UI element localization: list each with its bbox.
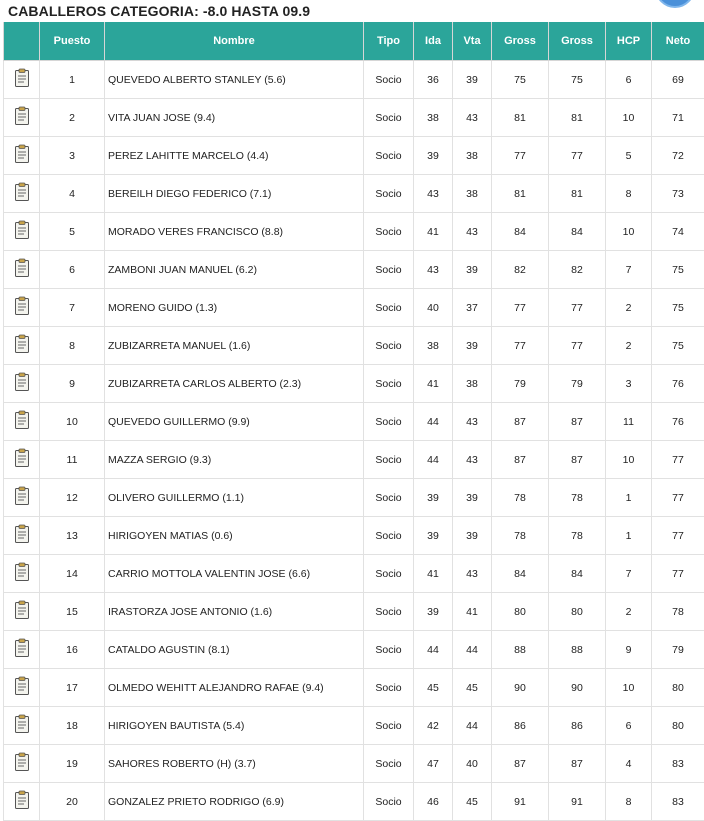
neto-cell: 74 — [652, 213, 704, 251]
table-row — [4, 707, 704, 745]
table-row — [4, 745, 704, 783]
gross-2-cell: 81 — [549, 99, 606, 137]
hcp-cell: 10 — [606, 99, 652, 137]
scorecard-clipboard-icon[interactable] — [14, 296, 30, 319]
gross-cell: 90 — [492, 669, 549, 707]
header-nombre[interactable]: Nombre — [105, 22, 364, 61]
gross-cell: 82 — [492, 251, 549, 289]
puesto-cell: 7 — [40, 289, 105, 327]
neto-cell: 76 — [652, 365, 704, 403]
results-table — [3, 22, 704, 821]
scorecard-clipboard-icon[interactable] — [14, 372, 30, 395]
hcp-cell: 8 — [606, 783, 652, 821]
puesto-cell: 6 — [40, 251, 105, 289]
table-row — [4, 517, 704, 555]
table-row — [4, 61, 704, 99]
table-row — [4, 403, 704, 441]
vta-cell: 39 — [453, 251, 492, 289]
header-hcp[interactable]: HCP — [606, 22, 652, 61]
hcp-cell: 2 — [606, 327, 652, 365]
tipo-cell: Socio — [364, 327, 414, 365]
scorecard-clipboard-icon[interactable] — [14, 486, 30, 509]
scorecard-clipboard-icon[interactable] — [14, 410, 30, 433]
ida-cell: 41 — [414, 365, 453, 403]
nombre-cell: QUEVEDO GUILLERMO (9.9) — [105, 403, 364, 441]
nombre-cell: CATALDO AGUSTIN (8.1) — [105, 631, 364, 669]
ida-cell: 44 — [414, 403, 453, 441]
nombre-cell: ZUBIZARRETA CARLOS ALBERTO (2.3) — [105, 365, 364, 403]
nombre-cell: ZAMBONI JUAN MANUEL (6.2) — [105, 251, 364, 289]
gross-2-cell: 82 — [549, 251, 606, 289]
puesto-cell: 18 — [40, 707, 105, 745]
nombre-cell: CARRIO MOTTOLA VALENTIN JOSE (6.6) — [105, 555, 364, 593]
scorecard-clipboard-icon[interactable] — [14, 714, 30, 737]
gross-cell: 91 — [492, 783, 549, 821]
nombre-cell: ZUBIZARRETA MANUEL (1.6) — [105, 327, 364, 365]
table-row — [4, 213, 704, 251]
vta-cell: 37 — [453, 289, 492, 327]
gross-cell: 77 — [492, 289, 549, 327]
table-row — [4, 327, 704, 365]
scorecard-cell — [4, 251, 40, 289]
tipo-cell: Socio — [364, 593, 414, 631]
ida-cell: 42 — [414, 707, 453, 745]
gross-cell: 77 — [492, 327, 549, 365]
header-ida[interactable]: Ida — [414, 22, 453, 61]
hcp-cell: 4 — [606, 745, 652, 783]
table-row — [4, 441, 704, 479]
puesto-cell: 13 — [40, 517, 105, 555]
ida-cell: 40 — [414, 289, 453, 327]
table-row — [4, 783, 704, 821]
scorecard-clipboard-icon[interactable] — [14, 638, 30, 661]
table-row — [4, 99, 704, 137]
vta-cell: 44 — [453, 631, 492, 669]
header-tipo[interactable]: Tipo — [364, 22, 414, 61]
scorecard-cell — [4, 479, 40, 517]
gross-2-cell: 80 — [549, 593, 606, 631]
tipo-cell: Socio — [364, 251, 414, 289]
neto-cell: 77 — [652, 517, 704, 555]
gross-2-cell: 91 — [549, 783, 606, 821]
hcp-cell: 10 — [606, 441, 652, 479]
table-row — [4, 365, 704, 403]
nombre-cell: OLMEDO WEHITT ALEJANDRO RAFAE (9.4) — [105, 669, 364, 707]
nombre-cell: BEREILH DIEGO FEDERICO (7.1) — [105, 175, 364, 213]
vta-cell: 39 — [453, 61, 492, 99]
tipo-cell: Socio — [364, 631, 414, 669]
gross-cell: 80 — [492, 593, 549, 631]
puesto-cell: 15 — [40, 593, 105, 631]
tipo-cell: Socio — [364, 783, 414, 821]
scorecard-clipboard-icon[interactable] — [14, 752, 30, 775]
ida-cell: 44 — [414, 631, 453, 669]
puesto-cell: 4 — [40, 175, 105, 213]
hcp-cell: 6 — [606, 707, 652, 745]
vta-cell: 38 — [453, 365, 492, 403]
gross-cell: 88 — [492, 631, 549, 669]
neto-cell: 76 — [652, 403, 704, 441]
puesto-cell: 20 — [40, 783, 105, 821]
scorecard-clipboard-icon[interactable] — [14, 106, 30, 129]
ida-cell: 39 — [414, 517, 453, 555]
puesto-cell: 2 — [40, 99, 105, 137]
tipo-cell: Socio — [364, 99, 414, 137]
hcp-cell: 10 — [606, 669, 652, 707]
gross-2-cell: 77 — [549, 327, 606, 365]
header-puesto[interactable]: Puesto — [40, 22, 105, 61]
gross-2-cell: 81 — [549, 175, 606, 213]
tipo-cell: Socio — [364, 745, 414, 783]
nombre-cell: IRASTORZA JOSE ANTONIO (1.6) — [105, 593, 364, 631]
tipo-cell: Socio — [364, 479, 414, 517]
tipo-cell: Socio — [364, 555, 414, 593]
hcp-cell: 7 — [606, 555, 652, 593]
ida-cell: 38 — [414, 99, 453, 137]
gross-2-cell: 78 — [549, 517, 606, 555]
hcp-cell: 1 — [606, 479, 652, 517]
ida-cell: 38 — [414, 327, 453, 365]
ida-cell: 44 — [414, 441, 453, 479]
gross-cell: 79 — [492, 365, 549, 403]
scorecard-cell — [4, 365, 40, 403]
hcp-cell: 3 — [606, 365, 652, 403]
vta-cell: 45 — [453, 783, 492, 821]
neto-cell: 75 — [652, 289, 704, 327]
ida-cell: 36 — [414, 61, 453, 99]
gross-cell: 77 — [492, 137, 549, 175]
hcp-cell: 6 — [606, 61, 652, 99]
scorecard-clipboard-icon[interactable] — [14, 790, 30, 813]
gross-2-cell: 75 — [549, 61, 606, 99]
scorecard-cell — [4, 99, 40, 137]
scorecard-cell — [4, 631, 40, 669]
puesto-cell: 17 — [40, 669, 105, 707]
header-gross[interactable]: Gross — [492, 22, 549, 61]
tipo-cell: Socio — [364, 289, 414, 327]
tipo-cell: Socio — [364, 403, 414, 441]
scroll-top-button[interactable] — [655, 0, 695, 8]
neto-cell: 83 — [652, 745, 704, 783]
hcp-cell: 1 — [606, 517, 652, 555]
nombre-cell: QUEVEDO ALBERTO STANLEY (5.6) — [105, 61, 364, 99]
tipo-cell: Socio — [364, 137, 414, 175]
tipo-cell: Socio — [364, 441, 414, 479]
gross-2-cell: 87 — [549, 745, 606, 783]
table-row — [4, 669, 704, 707]
neto-cell: 75 — [652, 327, 704, 365]
gross-cell: 87 — [492, 403, 549, 441]
scorecard-cell — [4, 137, 40, 175]
nombre-cell: GONZALEZ PRIETO RODRIGO (6.9) — [105, 783, 364, 821]
hcp-cell: 9 — [606, 631, 652, 669]
gross-2-cell: 87 — [549, 403, 606, 441]
gross-cell: 78 — [492, 479, 549, 517]
vta-cell: 40 — [453, 745, 492, 783]
vta-cell: 38 — [453, 137, 492, 175]
scorecard-clipboard-icon[interactable] — [14, 182, 30, 205]
table-row — [4, 631, 704, 669]
table-row — [4, 555, 704, 593]
tipo-cell: Socio — [364, 61, 414, 99]
scorecard-clipboard-icon[interactable] — [14, 448, 30, 471]
scorecard-cell — [4, 403, 40, 441]
tipo-cell: Socio — [364, 365, 414, 403]
scorecard-cell — [4, 707, 40, 745]
neto-cell: 80 — [652, 707, 704, 745]
scorecard-clipboard-icon[interactable] — [14, 68, 30, 91]
vta-cell: 39 — [453, 327, 492, 365]
scorecard-cell — [4, 669, 40, 707]
puesto-cell: 19 — [40, 745, 105, 783]
gross-cell: 84 — [492, 555, 549, 593]
gross-2-cell: 90 — [549, 669, 606, 707]
vta-cell: 41 — [453, 593, 492, 631]
gross-cell: 81 — [492, 175, 549, 213]
scorecard-cell — [4, 783, 40, 821]
hcp-cell: 10 — [606, 213, 652, 251]
table-row — [4, 479, 704, 517]
neto-cell: 73 — [652, 175, 704, 213]
neto-cell: 71 — [652, 99, 704, 137]
table-row — [4, 251, 704, 289]
neto-cell: 69 — [652, 61, 704, 99]
hcp-cell: 7 — [606, 251, 652, 289]
vta-cell: 39 — [453, 517, 492, 555]
vta-cell: 39 — [453, 479, 492, 517]
neto-cell: 83 — [652, 783, 704, 821]
ida-cell: 39 — [414, 479, 453, 517]
gross-cell: 86 — [492, 707, 549, 745]
header-icon-col — [4, 22, 40, 61]
scorecard-cell — [4, 745, 40, 783]
puesto-cell: 10 — [40, 403, 105, 441]
table-row — [4, 137, 704, 175]
puesto-cell: 5 — [40, 213, 105, 251]
tipo-cell: Socio — [364, 517, 414, 555]
nombre-cell: MORENO GUIDO (1.3) — [105, 289, 364, 327]
tipo-cell: Socio — [364, 707, 414, 745]
scorecard-clipboard-icon[interactable] — [14, 676, 30, 699]
gross-2-cell: 84 — [549, 213, 606, 251]
neto-cell: 78 — [652, 593, 704, 631]
scorecard-cell — [4, 327, 40, 365]
gross-cell: 78 — [492, 517, 549, 555]
tipo-cell: Socio — [364, 175, 414, 213]
scorecard-clipboard-icon[interactable] — [14, 524, 30, 547]
header-neto[interactable]: Neto — [652, 22, 704, 61]
nombre-cell: MORADO VERES FRANCISCO (8.8) — [105, 213, 364, 251]
scorecard-cell — [4, 555, 40, 593]
scorecard-clipboard-icon[interactable] — [14, 258, 30, 281]
ida-cell: 43 — [414, 175, 453, 213]
vta-cell: 43 — [453, 403, 492, 441]
gross-cell: 81 — [492, 99, 549, 137]
gross-cell: 84 — [492, 213, 549, 251]
tipo-cell: Socio — [364, 669, 414, 707]
scorecard-cell — [4, 517, 40, 555]
ida-cell: 45 — [414, 669, 453, 707]
hcp-cell: 8 — [606, 175, 652, 213]
puesto-cell: 14 — [40, 555, 105, 593]
puesto-cell: 16 — [40, 631, 105, 669]
neto-cell: 77 — [652, 479, 704, 517]
scorecard-cell — [4, 213, 40, 251]
hcp-cell: 5 — [606, 137, 652, 175]
puesto-cell: 12 — [40, 479, 105, 517]
puesto-cell: 8 — [40, 327, 105, 365]
gross-2-cell: 78 — [549, 479, 606, 517]
gross-cell: 75 — [492, 61, 549, 99]
neto-cell: 75 — [652, 251, 704, 289]
nombre-cell: OLIVERO GUILLERMO (1.1) — [105, 479, 364, 517]
table-header-row — [4, 22, 704, 61]
puesto-cell: 11 — [40, 441, 105, 479]
scorecard-cell — [4, 441, 40, 479]
hcp-cell: 2 — [606, 593, 652, 631]
scorecard-cell — [4, 593, 40, 631]
ida-cell: 43 — [414, 251, 453, 289]
vta-cell: 45 — [453, 669, 492, 707]
ida-cell: 39 — [414, 137, 453, 175]
ida-cell: 41 — [414, 555, 453, 593]
table-row — [4, 175, 704, 213]
neto-cell: 77 — [652, 441, 704, 479]
table-row — [4, 593, 704, 631]
nombre-cell: VITA JUAN JOSE (9.4) — [105, 99, 364, 137]
page-title: CABALLEROS CATEGORIA: -8.0 HASTA 09.9 — [8, 3, 310, 19]
vta-cell: 43 — [453, 555, 492, 593]
hcp-cell: 2 — [606, 289, 652, 327]
nombre-cell: SAHORES ROBERTO (H) (3.7) — [105, 745, 364, 783]
nombre-cell: HIRIGOYEN MATIAS (0.6) — [105, 517, 364, 555]
scorecard-cell — [4, 289, 40, 327]
gross-2-cell: 77 — [549, 137, 606, 175]
nombre-cell: HIRIGOYEN BAUTISTA (5.4) — [105, 707, 364, 745]
gross-2-cell: 88 — [549, 631, 606, 669]
ida-cell: 41 — [414, 213, 453, 251]
nombre-cell: MAZZA SERGIO (9.3) — [105, 441, 364, 479]
hcp-cell: 11 — [606, 403, 652, 441]
header-vta[interactable]: Vta — [453, 22, 492, 61]
ida-cell: 39 — [414, 593, 453, 631]
vta-cell: 43 — [453, 441, 492, 479]
neto-cell: 77 — [652, 555, 704, 593]
vta-cell: 43 — [453, 99, 492, 137]
scorecard-clipboard-icon[interactable] — [14, 334, 30, 357]
puesto-cell: 9 — [40, 365, 105, 403]
scorecard-clipboard-icon[interactable] — [14, 562, 30, 585]
gross-2-cell: 79 — [549, 365, 606, 403]
ida-cell: 47 — [414, 745, 453, 783]
gross-2-cell: 84 — [549, 555, 606, 593]
neto-cell: 80 — [652, 669, 704, 707]
neto-cell: 79 — [652, 631, 704, 669]
vta-cell: 43 — [453, 213, 492, 251]
scorecard-clipboard-icon[interactable] — [14, 600, 30, 623]
gross-cell: 87 — [492, 441, 549, 479]
gross-2-cell: 86 — [549, 707, 606, 745]
header-gross-2[interactable]: Gross — [549, 22, 606, 61]
tipo-cell: Socio — [364, 213, 414, 251]
puesto-cell: 1 — [40, 61, 105, 99]
vta-cell: 38 — [453, 175, 492, 213]
vta-cell: 44 — [453, 707, 492, 745]
ida-cell: 46 — [414, 783, 453, 821]
nombre-cell: PEREZ LAHITTE MARCELO (4.4) — [105, 137, 364, 175]
scorecard-cell — [4, 61, 40, 99]
gross-2-cell: 87 — [549, 441, 606, 479]
table-row — [4, 289, 704, 327]
neto-cell: 72 — [652, 137, 704, 175]
puesto-cell: 3 — [40, 137, 105, 175]
scorecard-clipboard-icon[interactable] — [14, 220, 30, 243]
scorecard-clipboard-icon[interactable] — [14, 144, 30, 167]
gross-2-cell: 77 — [549, 289, 606, 327]
scorecard-cell — [4, 175, 40, 213]
gross-cell: 87 — [492, 745, 549, 783]
